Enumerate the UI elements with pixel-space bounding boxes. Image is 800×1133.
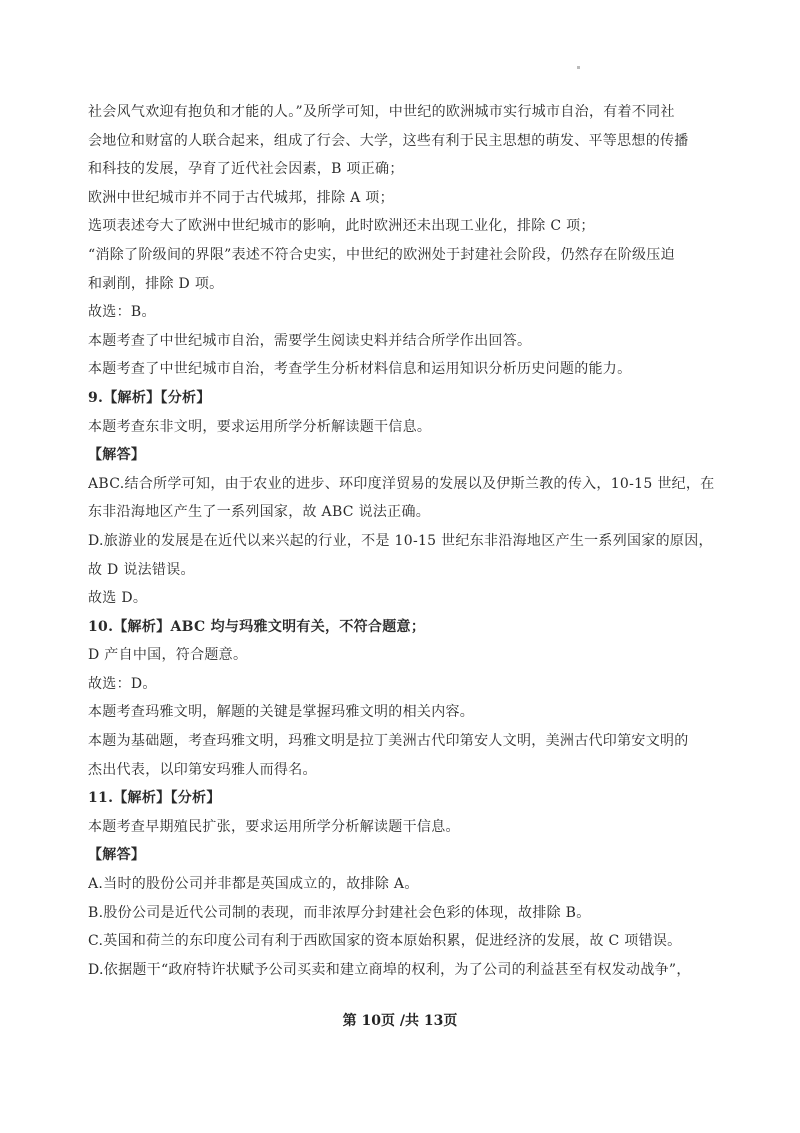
section-heading-line: 【解答】 (88, 447, 146, 464)
section-heading-line: 9.【解析】【分析】 (88, 389, 211, 406)
section-heading-line: 10.【解析】ABC 均与玛雅文明有关，不符合题意； (88, 618, 426, 635)
document-body (88, 98, 718, 984)
text-line: 故 D 说法错误。 (88, 561, 195, 578)
section-heading-line: 【解答】 (88, 847, 146, 864)
section-heading-line: 11.【解析】【分析】 (88, 790, 221, 807)
text-line: 选项表述夸大了欧洲中世纪城市的影响，此时欧洲还未出现工业化，排除 C 项； (88, 218, 595, 235)
text-line: ABC.结合所学可知，由于农业的进步、环印度洋贸易的发展以及伊斯兰教的传入，10-15 世纪，在 (88, 475, 715, 492)
text-line: D 产自中国，符合题意。 (88, 647, 248, 664)
text-line: C.英国和荷兰的东印度公司有利于西欧国家的资本原始积累，促进经济的发展，故 C 项错误。 (88, 933, 682, 950)
text-line: 杰出代表，以印第安玛雅人而得名。 (88, 761, 317, 778)
text-line: 社会风气欢迎有抱负和才能的人。”及所学可知，中世纪的欧洲城市实行城市自治，有着不同社 (88, 104, 675, 120)
text-line: 本题考查玛雅文明，解题的关键是掌握玛雅文明的相关内容。 (88, 704, 475, 721)
text-line: 和科技的发展，孕育了近代社会因素，B 项正确； (88, 161, 404, 178)
text-line: 故选：B。 (88, 304, 156, 321)
text-line: 本题考查东非文明，要求运用所学分析解读题干信息。 (88, 418, 432, 435)
text-line: D.旅游业的发展是在近代以来兴起的行业，不是 10-15 世纪东非沿海地区产生一系列国家的原因， (88, 532, 713, 549)
text-line: 本题为基础题，考查玛雅文明，玛雅文明是拉丁美洲古代印第安人文明，美洲古代印第安文明的 (88, 733, 689, 750)
text-line: 故选：D。 (88, 675, 157, 692)
scan-mark (577, 66, 580, 69)
page-footer: 第 10页 /共 13页 (342, 1013, 458, 1029)
text-line: 故选 D。 (88, 590, 148, 607)
text-line: 本题考查了中世纪城市自治，需要学生阅读史料并结合所学作出回答。 (88, 332, 532, 349)
text-line: 本题考查早期殖民扩张，要求运用所学分析解读题干信息。 (88, 818, 460, 835)
text-line: A.当时的股份公司并非都是英国成立的，故排除 A。 (88, 876, 419, 893)
text-line: 会地位和财富的人联合起来，组成了行会、大学，这些有利于民主思想的萌发、平等思想的传播 (88, 132, 689, 149)
text-line: 本题考查了中世纪城市自治，考查学生分析材料信息和运用知识分析历史问题的能力。 (88, 361, 632, 378)
text-line: 和剥削，排除 D 项。 (88, 275, 224, 292)
text-line: “消除了阶级间的界限”表述不符合史实，中世纪的欧洲处于封建社会阶段，仍然存在阶级压迫 (88, 246, 675, 263)
text-line: 欧洲中世纪城市并不同于古代城邦，排除 A 项； (88, 189, 394, 206)
text-line: D.依据题干“政府特许状赋予公司买卖和建立商埠的权利，为了公司的利益甚至有权发动战争”， (88, 961, 691, 978)
text-line: B.股份公司是近代公司制的表现，而非浓厚分封建社会色彩的体现，故排除 B。 (88, 904, 591, 921)
text-line: 东非沿海地区产生了一系列国家，故 ABC 说法正确。 (88, 504, 431, 521)
